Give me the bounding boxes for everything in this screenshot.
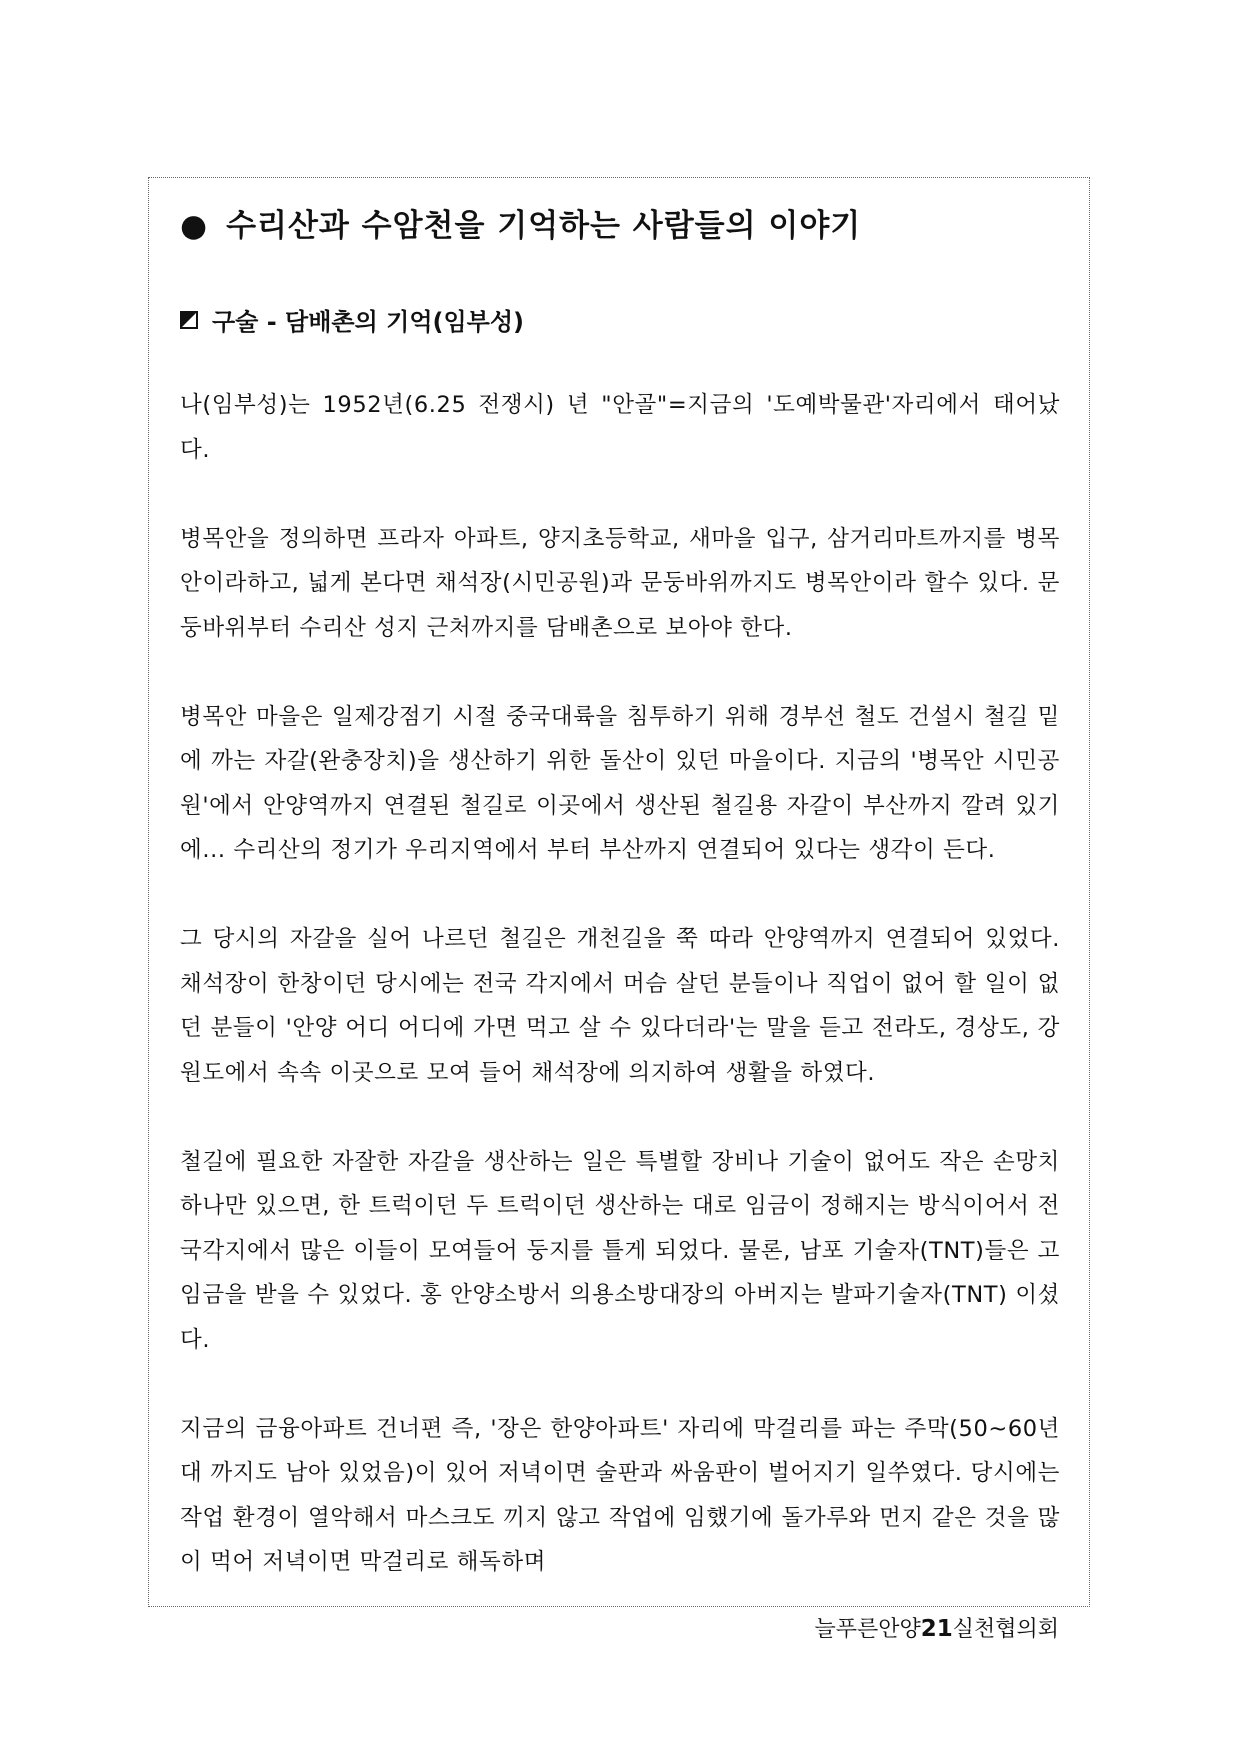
paragraph-6: 지금의 금융아파트 건너편 즉, '장은 한양아파트' 자리에 막걸리를 파는 주막(50~60년대 까지도 남아 있었음)이 있어 저녁이면 술판과 싸움판이 벌어지기 일쑤였다. 당시에는 작업 환경이 열악해서 마스크도 끼지 않고 작업에 임했기에 돌가루와 먼지 같은 것을 많이 먹어 저녁이면 막걸리로 해독하며 xyxy=(180,1415,1060,1575)
paragraph-5: 철길에 필요한 자잘한 자갈을 생산하는 일은 특별할 장비나 기술이 없어도 작은 손망치 하나만 있으면, 한 트럭이던 두 트럭이던 생산하는 대로 임금이 정해지는 방식이어서 전국각지에서 많은 이들이 모여들어 둥지를 틀게 되었다. 물론, 남포 기술자(TNT)들은 고임금을 받을 수 있었다. 홍 안양소방서 의용소방대장의 아버지는 발파기술자(TNT) 이셨다. xyxy=(180,1148,1060,1353)
section-subtitle xyxy=(180,302,524,337)
page-title xyxy=(180,200,861,245)
paragraph-2: 병목안을 정의하면 프라자 아파트, 양지초등학교, 새마을 입구, 삼거리마트까지를 병목안이라하고, 넓게 본다면 채석장(시민공원)과 문둥바위까지도 병목안이라 할수 있다. 문둥바위부터 수리산 성지 근처까지를 담배촌으로 보아야 한다. xyxy=(180,525,1060,641)
paragraph-1: 나(임부성)는 1952년(6.25 전쟁시) 년 "안골"=지금의 '도예박물관'자리에서 태어났다. xyxy=(180,392,1060,463)
body-text xyxy=(180,383,1060,1629)
footer-suffix: 실천협의회 xyxy=(952,1617,1059,1642)
footer-prefix: 늘푸른안양 xyxy=(814,1617,921,1642)
footer-number: 21 xyxy=(920,1616,953,1642)
footer-organization xyxy=(814,1612,1059,1643)
paragraph-3: 병목안 마을은 일제강점기 시절 중국대륙을 침투하기 위해 경부선 철도 건설시 철길 밑에 까는 자갈(완충장치)을 생산하기 위한 돌산이 있던 마을이다. 지금의 '병목안 시민공원'에서 안양역까지 연결된 철길로 이곳에서 생산된 철길용 자갈이 부산까지 깔려 있기에... 수리산의 정기가 우리지역에서 부터 부산까지 연결되어 있다는 생각이 든다. xyxy=(180,703,1060,863)
section-subtitle-text: 구술 - 담배촌의 기억(임부성) xyxy=(212,308,524,336)
circle-bullet-icon: ● xyxy=(180,208,209,244)
half-filled-square-icon xyxy=(180,311,198,329)
paragraph-4: 그 당시의 자갈을 실어 나르던 철길은 개천길을 쭉 따라 안양역까지 연결되어 있었다. 채석장이 한창이던 당시에는 전국 각지에서 머슴 살던 분들이나 직업이 없어 할 일이 없던 분들이 '안양 어디 어디에 가면 먹고 살 수 있다더라'는 말을 듣고 전라도, 경상도, 강원도에서 속속 이곳으로 모여 들어 채석장에 의지하여 생활을 하였다. xyxy=(180,926,1060,1086)
page-title-text: 수리산과 수암천을 기억하는 사람들의 이야기 xyxy=(226,208,862,244)
